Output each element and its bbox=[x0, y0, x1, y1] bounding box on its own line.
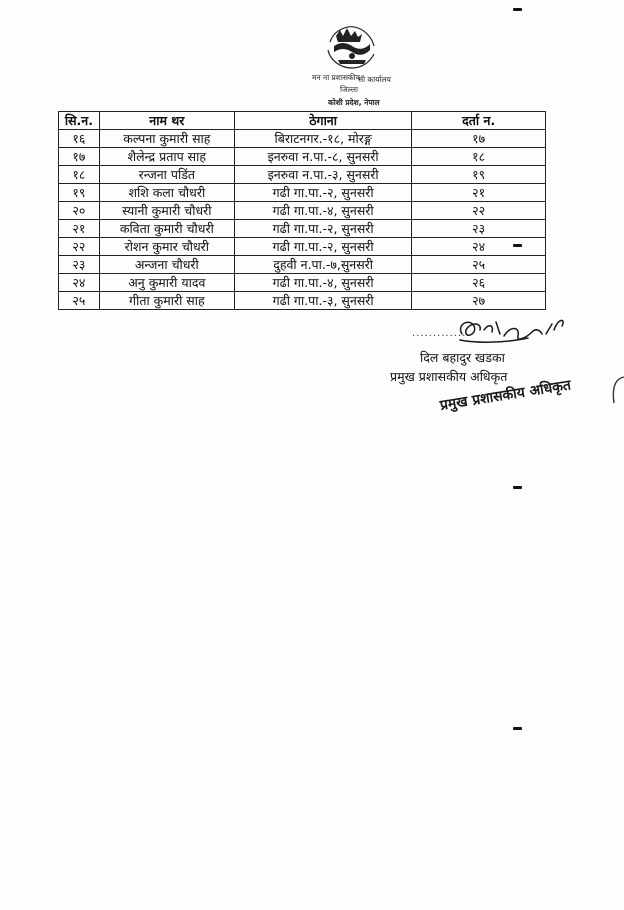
cell-registration-no: १८ bbox=[412, 148, 546, 166]
cell-serial: १७ bbox=[59, 148, 100, 166]
cell-name: शैलेन्द्र प्रताप साह bbox=[99, 148, 234, 166]
page-edge-curve bbox=[608, 375, 624, 405]
cell-registration-no: २७ bbox=[412, 292, 546, 310]
header-registration-no: दर्ता न. bbox=[412, 112, 546, 130]
office-seal-icon bbox=[300, 12, 400, 110]
cell-name: रोशन कुमार चौधरी bbox=[99, 238, 234, 256]
header-address: ठेगाना bbox=[234, 112, 411, 130]
table-row bbox=[59, 238, 546, 256]
scan-mark bbox=[513, 8, 522, 11]
cell-registration-no: २१ bbox=[412, 184, 546, 202]
applicant-table bbox=[58, 111, 546, 310]
cell-address: गढी गा.पा.-३, सुनसरी bbox=[234, 292, 411, 310]
cell-serial: २४ bbox=[59, 274, 100, 292]
cell-serial: २२ bbox=[59, 238, 100, 256]
designation-stamp: प्रमुख प्रशासकीय अधिकृत bbox=[438, 377, 572, 414]
cell-name: शशि कला चौधरी bbox=[99, 184, 234, 202]
seal-text-3: जिल्ला bbox=[340, 85, 358, 94]
cell-registration-no: १९ bbox=[412, 166, 546, 184]
signatory-title: प्रमुख प्रशासकीय अधिकृत bbox=[390, 369, 508, 384]
signatory-name: दिल बहादुर खडका bbox=[420, 350, 505, 365]
cell-name: स्यानी कुमारी चौधरी bbox=[99, 202, 234, 220]
scan-mark bbox=[513, 727, 522, 730]
cell-registration-no: २६ bbox=[412, 274, 546, 292]
table-row bbox=[59, 130, 546, 148]
cell-serial: २० bbox=[59, 202, 100, 220]
table-row bbox=[59, 166, 546, 184]
cell-address: गढी गा.पा.-२, सुनसरी bbox=[234, 238, 411, 256]
cell-registration-no: २२ bbox=[412, 202, 546, 220]
cell-name: रन्जना पडिंत bbox=[99, 166, 234, 184]
cell-name: कल्पना कुमारी साह bbox=[99, 130, 234, 148]
table-row bbox=[59, 184, 546, 202]
cell-address: इनरुवा न.पा.-८, सुनसरी bbox=[234, 148, 411, 166]
table-row bbox=[59, 202, 546, 220]
cell-serial: १८ bbox=[59, 166, 100, 184]
cell-address: बिराटनगर.-१८, मोरङ्ग bbox=[234, 130, 411, 148]
cell-registration-no: २३ bbox=[412, 220, 546, 238]
table-row bbox=[59, 274, 546, 292]
cell-serial: २५ bbox=[59, 292, 100, 310]
seal-text-4: कोशी प्रदेश, नेपाल bbox=[328, 98, 380, 107]
table-row bbox=[59, 256, 546, 274]
cell-name: अनु कुमारी यादव bbox=[99, 274, 234, 292]
cell-address: गढी गा.पा.-२, सुनसरी bbox=[234, 220, 411, 238]
table-row bbox=[59, 220, 546, 238]
cell-serial: २३ bbox=[59, 256, 100, 274]
cell-name: गीता कुमारी साह bbox=[99, 292, 234, 310]
table-header-row bbox=[59, 112, 546, 130]
cell-serial: १९ bbox=[59, 184, 100, 202]
header-serial: सि.न. bbox=[59, 112, 100, 130]
cell-address: दुहवी न.पा.-७,सुनसरी bbox=[234, 256, 411, 274]
scan-mark bbox=[513, 486, 522, 489]
cell-registration-no: १७ bbox=[412, 130, 546, 148]
cell-address: गढी गा.पा.-२, सुनसरी bbox=[234, 184, 411, 202]
cell-registration-no: २५ bbox=[412, 256, 546, 274]
cell-serial: २१ bbox=[59, 220, 100, 238]
cell-name: अन्जना चौधरी bbox=[99, 256, 234, 274]
seal-text-2: सी कार्यालय bbox=[358, 75, 391, 84]
header-name: नाम थर bbox=[99, 112, 234, 130]
cell-address: गढी गा.पा.-४, सुनसरी bbox=[234, 274, 411, 292]
cell-address: इनरुवा न.पा.-३, सुनसरी bbox=[234, 166, 411, 184]
cell-registration-no: २४ bbox=[412, 238, 546, 256]
seal-text-1: मन ना प्रशासकीय bbox=[312, 73, 360, 82]
cell-address: गढी गा.पा.-४, सुनसरी bbox=[234, 202, 411, 220]
cell-name: कविता कुमारी चौधरी bbox=[99, 220, 234, 238]
table-row bbox=[59, 148, 546, 166]
signature-dots: .............. bbox=[412, 328, 471, 339]
cell-serial: १६ bbox=[59, 130, 100, 148]
